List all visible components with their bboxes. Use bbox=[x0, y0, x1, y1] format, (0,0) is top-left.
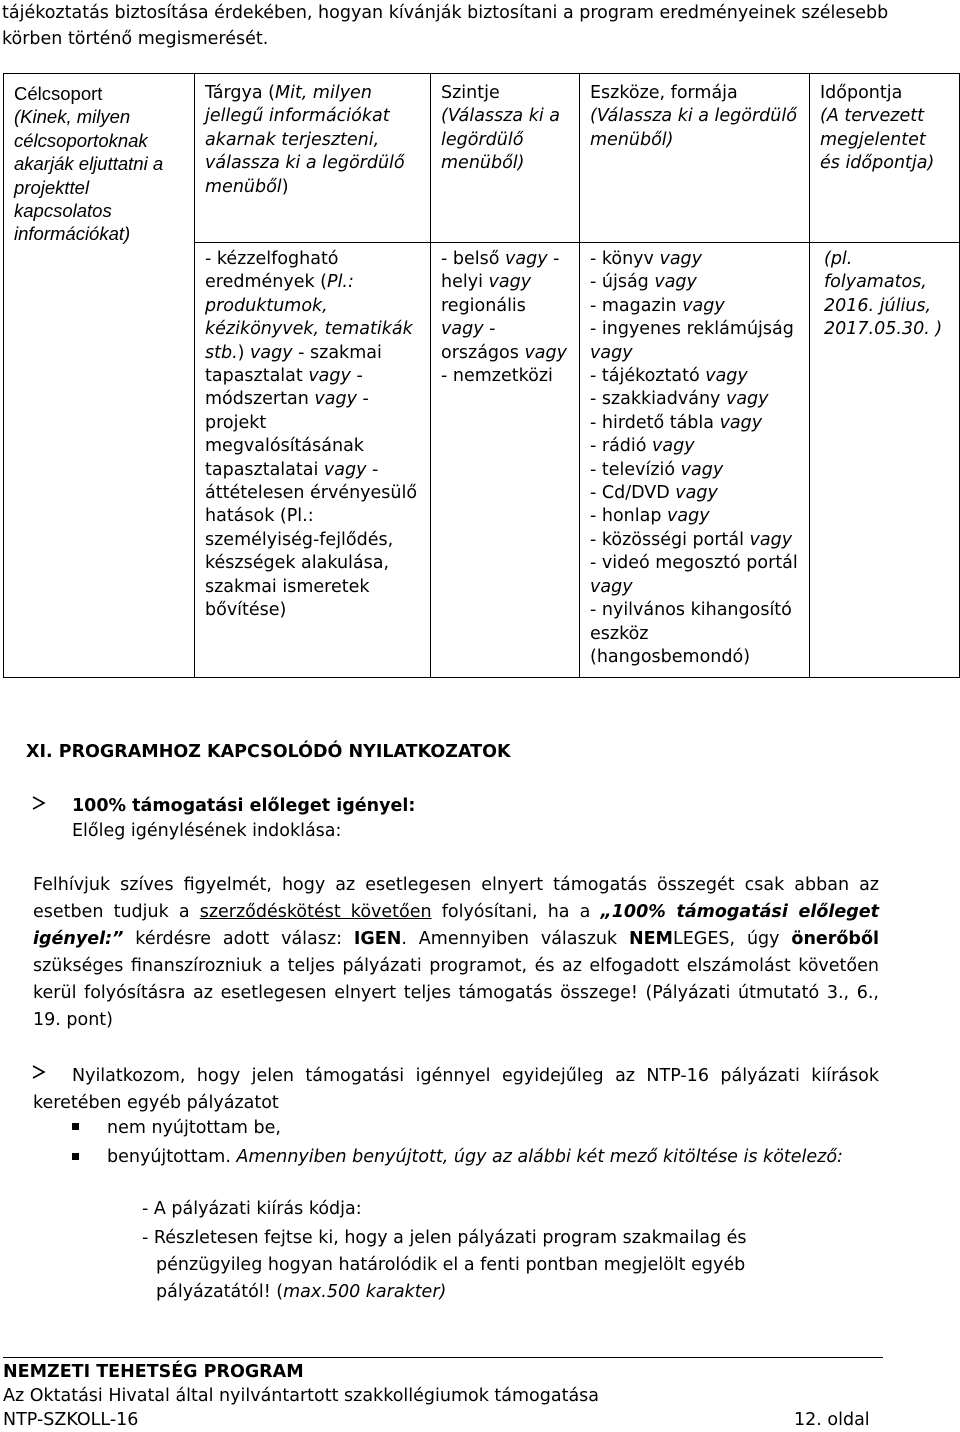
square-bullet-icon bbox=[72, 1123, 79, 1130]
tool-option-text: vagy bbox=[675, 483, 718, 504]
subject-title: Tárgya ( bbox=[205, 83, 275, 103]
tool-option-text: - újság bbox=[590, 272, 655, 293]
tool-option-text: vagy bbox=[682, 295, 725, 316]
declaration-text: Nyilatkozom, hogy jelen támogatási igénnyel egyidejűleg az NTP-16 pályázati kiírások keretében egyéb pályázatot bbox=[33, 1066, 879, 1113]
level-option-text: - helyi bbox=[441, 249, 560, 293]
notice-text: önerőből bbox=[791, 929, 879, 949]
tool-option-text: - Cd/DVD bbox=[590, 483, 676, 504]
separation-limit: 500 karakter) bbox=[326, 1282, 447, 1302]
subject-option-text: - kézzelfogható eredmények ( bbox=[205, 249, 339, 293]
tool-option bbox=[590, 505, 799, 528]
separation-label: - Részletesen fejtse ki, hogy a jelen pályázati program szakmailag és pénzügyileg hogyan határolódik el a fenti pontban megjelölt egyéb pályázatától! ( bbox=[142, 1228, 747, 1302]
tool-option-text: vagy bbox=[705, 366, 748, 387]
option-submitted-label: benyújtottam. bbox=[107, 1147, 237, 1167]
footer-program: NEMZETI TEHETSÉG PROGRAM bbox=[3, 1362, 304, 1382]
tool-option-text: vagy bbox=[659, 249, 703, 269]
subject-option-text: - projekt megvalósításának tapasztalatai bbox=[205, 389, 369, 480]
subject-dropdown[interactable] bbox=[195, 243, 431, 678]
footer-code: NTP-SZKOLL-16 bbox=[3, 1410, 139, 1430]
date-field[interactable] bbox=[810, 243, 960, 678]
target-group-hint: (Kinek, milyen célcsoportoknak akarják eljuttatni a projekttel kapcsolatos információkat) bbox=[14, 106, 164, 245]
tool-option bbox=[590, 248, 799, 271]
tool-option bbox=[590, 459, 799, 482]
tool-option bbox=[590, 482, 799, 505]
date-hint: (A tervezett megjelentet és időpontja) bbox=[820, 106, 935, 174]
tool-hint: (Válassza ki a legördülő menüből) bbox=[590, 106, 797, 150]
level-option-text: vagy bbox=[524, 342, 567, 363]
level-option-text: regionális bbox=[441, 295, 526, 316]
tool-option-text: - rádió bbox=[590, 436, 653, 457]
section-title: XI. PROGRAMHOZ KAPCSOLÓDÓ NYILATKOZATOK bbox=[26, 742, 511, 762]
subject-option-text: vagy bbox=[250, 342, 293, 363]
tool-option-text: - könyv bbox=[590, 249, 660, 269]
subject-option-text: Pl.: produktumok, kézikönyvek, tematikák stb. bbox=[205, 272, 413, 363]
tool-option-text: vagy bbox=[725, 389, 769, 410]
tool-header bbox=[580, 74, 810, 243]
separation-max: max. bbox=[283, 1282, 327, 1302]
notice-text: IGEN bbox=[353, 929, 402, 949]
date-header bbox=[810, 74, 960, 243]
date-title: Időpontja bbox=[820, 83, 903, 103]
tool-option-text: - hirdető tábla bbox=[590, 412, 720, 433]
notice-paragraph bbox=[33, 872, 879, 1034]
tool-option-text: vagy bbox=[680, 459, 724, 480]
tool-option-text: vagy bbox=[652, 436, 695, 457]
tool-option bbox=[590, 552, 799, 599]
separation-field[interactable] bbox=[142, 1225, 856, 1306]
tool-option-text: vagy bbox=[590, 576, 633, 597]
dissemination-table bbox=[3, 73, 960, 678]
subject-option-text: vagy bbox=[308, 366, 351, 387]
advance-justification-label: Előleg igénylésének indoklása: bbox=[72, 821, 342, 841]
date-hint-value: (pl. folyamatos, 2016. július, 2017.05.30. ) bbox=[824, 249, 943, 340]
subject-option-text: vagy bbox=[323, 459, 367, 480]
tool-option bbox=[590, 388, 799, 411]
level-dropdown[interactable] bbox=[431, 243, 580, 678]
notice-text: Felhívjuk szíves figyelmét, hogy az esetlegesen elnyert támogatás összegét csak abban az esetben tudjuk a bbox=[33, 875, 879, 922]
notice-text: folyósítani, ha a bbox=[431, 902, 601, 922]
tool-option-text: vagy bbox=[719, 412, 763, 433]
subject-option-text: - módszertan bbox=[205, 366, 363, 410]
option-submitted[interactable] bbox=[72, 1144, 872, 1171]
tool-option-text: - nyilvános kihangosító eszköz (hangosbemondó) bbox=[590, 600, 792, 667]
notice-text: kérdésre adott válasz: bbox=[123, 929, 354, 949]
tool-option bbox=[590, 318, 799, 365]
level-option-text: vagy bbox=[488, 272, 532, 293]
tool-title: Eszköze, formája bbox=[590, 83, 738, 103]
level-option-text: - országos bbox=[441, 319, 525, 363]
level-title: Szintje bbox=[441, 83, 500, 103]
notice-text: . Amennyiben válaszuk bbox=[401, 929, 629, 949]
intro-paragraph: tájékoztatás biztosítása érdekében, hogyan kívánják biztosítani a program eredményeinek szélesebb körben történő megismerését. bbox=[2, 3, 889, 49]
target-group-title: Célcsoport bbox=[14, 83, 103, 104]
tool-option-text: vagy bbox=[654, 272, 697, 293]
subject-option-text: vagy bbox=[314, 389, 357, 410]
subject-option-text: ) bbox=[237, 342, 251, 363]
level-option-text: vagy bbox=[505, 249, 548, 269]
tool-option-text: - közösségi portál bbox=[590, 529, 750, 550]
tool-option-text: - televízió bbox=[590, 459, 681, 480]
subject-option-text: - szakmai tapasztalat bbox=[205, 342, 382, 387]
tool-option-text: vagy bbox=[667, 506, 710, 527]
level-hint: (Válassza ki a legördülő menüből) bbox=[441, 106, 560, 174]
target-group-header[interactable] bbox=[4, 74, 195, 678]
footer-subtitle: Az Oktatási Hivatal által nyilvántartott szakkollégiumok támogatása bbox=[3, 1386, 600, 1406]
tool-option bbox=[590, 365, 799, 388]
table-header-row bbox=[4, 74, 960, 243]
level-option-text: - belső bbox=[441, 249, 506, 269]
call-code-field[interactable]: - A pályázati kiírás kódja: bbox=[142, 1199, 362, 1219]
subject-hint: Mit, milyen jellegű információkat akarnak terjeszteni, válassza ki a legördülő menüből bbox=[205, 83, 405, 197]
advance-question[interactable]: 100% támogatási előleget igényel: bbox=[72, 796, 416, 816]
page-number: 12. oldal bbox=[794, 1410, 870, 1430]
tool-option bbox=[590, 295, 799, 318]
tool-option-text: - szakkiadvány bbox=[590, 389, 726, 410]
subject-header bbox=[195, 74, 431, 243]
tool-option-text: - tájékoztató bbox=[590, 366, 706, 387]
option-submitted-hint: Amennyiben benyújtott, úgy az alábbi két mező kitöltése is kötelező: bbox=[236, 1147, 843, 1167]
notice-text: „100% támogatási előleget igényel:” bbox=[33, 902, 879, 949]
tool-option bbox=[590, 412, 799, 435]
tool-option-text: - honlap bbox=[590, 506, 668, 527]
tool-option-text: - videó megosztó portál bbox=[590, 553, 798, 574]
level-option-text: - nemzetközi bbox=[441, 366, 553, 387]
option-not-submitted[interactable] bbox=[72, 1117, 281, 1140]
tool-option-text: vagy bbox=[590, 342, 633, 363]
level-option-text: vagy bbox=[441, 319, 484, 340]
level-header bbox=[431, 74, 580, 243]
tool-option-text: - ingyenes reklámújság bbox=[590, 319, 794, 340]
tool-option bbox=[590, 599, 799, 669]
notice-text: szerződéskötést követően bbox=[199, 902, 432, 922]
square-bullet-icon bbox=[72, 1153, 79, 1160]
subject-option-text: - áttételesen érvényesülő hatások (Pl.: személyiség-fejlődés, készségek alakulása, szakmai ismeretek bővítése) bbox=[205, 459, 418, 621]
notice-text: LEGES, úgy bbox=[672, 929, 792, 949]
tool-option bbox=[590, 271, 799, 294]
notice-text: NEM bbox=[628, 929, 673, 949]
tool-option bbox=[590, 529, 799, 552]
notice-text: szükséges finanszírozniuk a teljes pályázati programot, és az elfogadott elszámolást követően kerül folyósításra az esetlegesen elnyert teljes támogatás összege! (Pályázati útmutató 3., 6., 19. pont) bbox=[33, 956, 879, 1030]
footer-divider bbox=[3, 1357, 883, 1358]
tool-option-text: - magazin bbox=[590, 295, 683, 316]
option-not-submitted-label: nem nyújtottam be, bbox=[107, 1118, 281, 1138]
advance-arrow-icon bbox=[31, 795, 47, 818]
tool-option-text: vagy bbox=[749, 529, 793, 550]
subject-paren: ) bbox=[281, 176, 289, 197]
tool-dropdown[interactable] bbox=[580, 243, 810, 678]
tool-option bbox=[590, 435, 799, 458]
